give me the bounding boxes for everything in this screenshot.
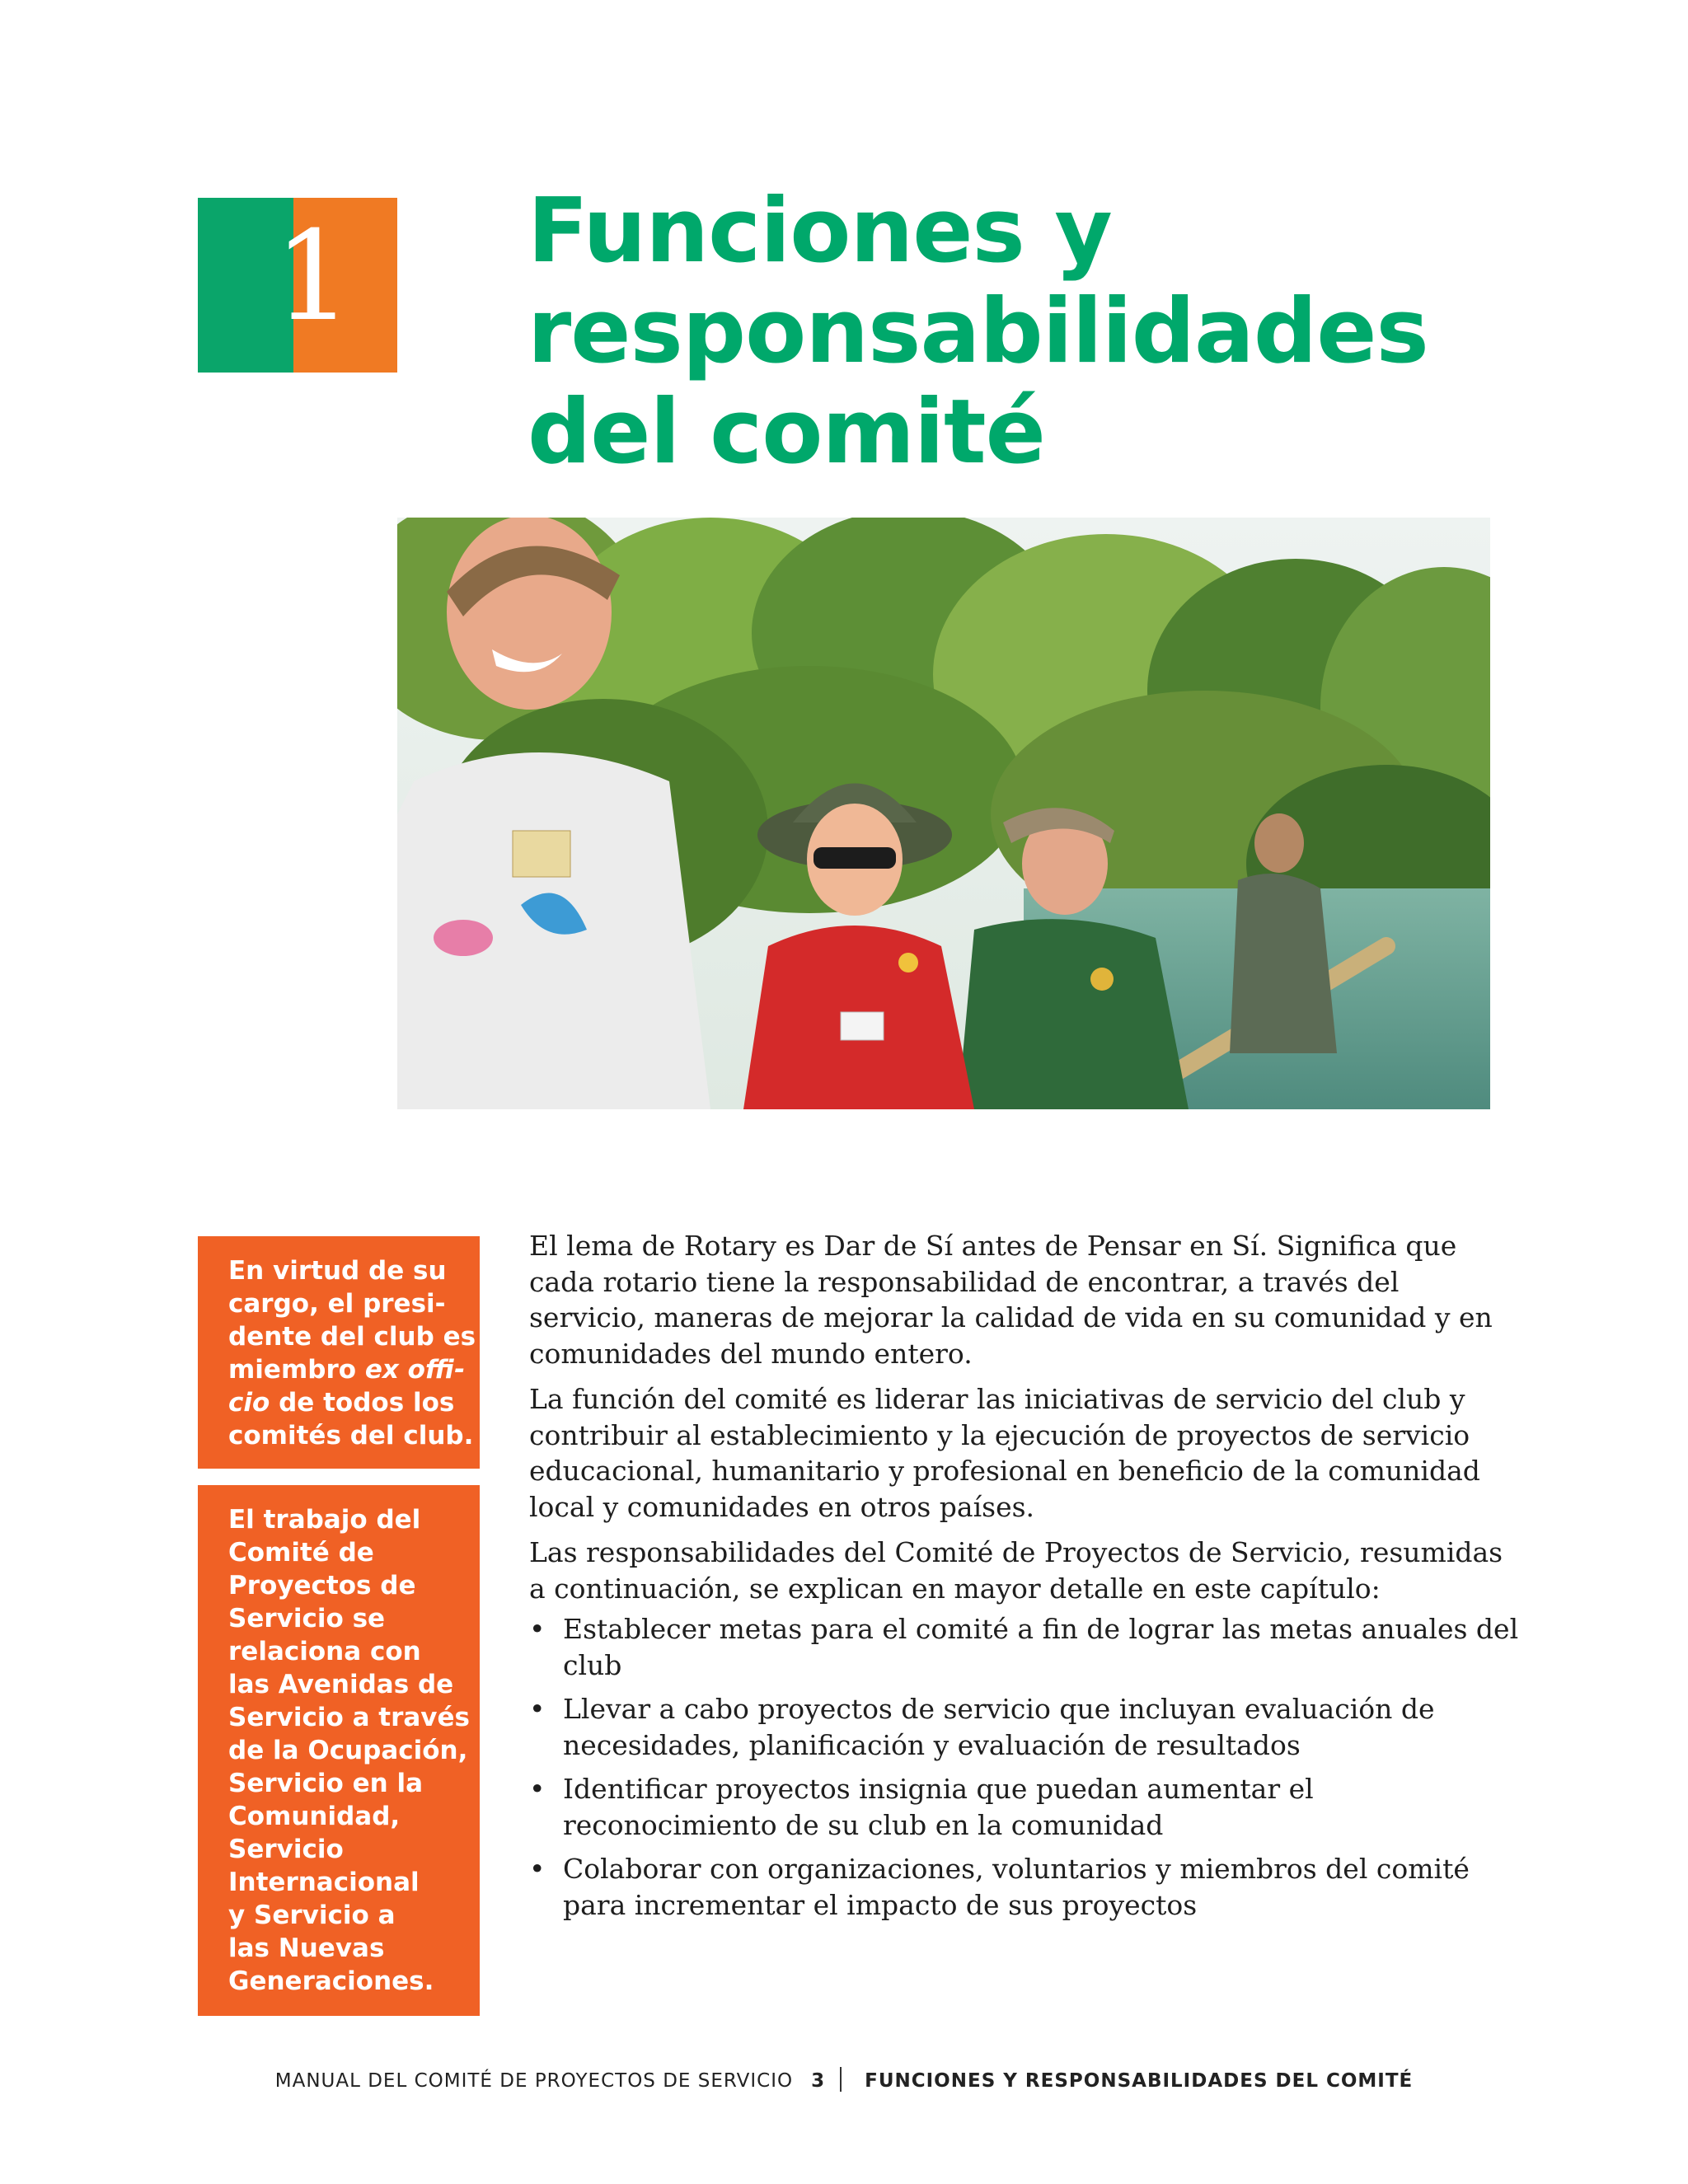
callout-italic-text: cio [228, 1388, 270, 1418]
callout-line [228, 1353, 466, 1386]
callout-line: relaciona con [228, 1637, 421, 1666]
callout-line: cargo, el presi- [228, 1289, 446, 1319]
callout-line: El trabajo del [228, 1505, 421, 1535]
text-line: comunidades del mundo entero. [529, 1337, 973, 1370]
text-line: Llevar a cabo proyectos de servicio que incluyan evaluación de [563, 1693, 1435, 1725]
page-number: 3 [811, 2070, 826, 2092]
callout-president-ex-officio [198, 1236, 480, 1469]
list-item [529, 1771, 1502, 1843]
list-item [529, 1851, 1502, 1923]
responsibilities-list [529, 1611, 1519, 1923]
chapter-title-line: del comité [528, 381, 1045, 484]
callout-line: Servicio en la [228, 1769, 423, 1798]
text-line: La función del comité es liderar las iniciativas de servicio del club y [529, 1383, 1465, 1415]
callout-line [228, 1386, 463, 1419]
text-line: servicio, maneras de mejorar la calidad de vida en su comunidad y en [529, 1301, 1493, 1333]
paragraph-responsibilities-intro [529, 1535, 1502, 1606]
text-line: club [563, 1648, 622, 1681]
bullet-icon: • [529, 1613, 546, 1645]
list-item [529, 1691, 1502, 1763]
callout-line: y Servicio a [228, 1900, 396, 1930]
text-line: cada rotario tiene la responsabilidad de encontrar, a través del [529, 1265, 1400, 1298]
callout-line: las Avenidas de [228, 1670, 454, 1699]
callout-line: las Nuevas [228, 1933, 385, 1963]
person-red-shirt [743, 784, 974, 1110]
chapter-title-line: responsabilidades [528, 280, 1428, 383]
text-line: local y comunidades en otros países. [529, 1490, 1035, 1523]
footer-divider [840, 2067, 842, 2092]
text-line: educacional, humanitario y profesional en beneficio de la comunidad [529, 1455, 1480, 1487]
callout-line: dente del club es [228, 1322, 476, 1352]
text-line: para incrementar el impacto de sus proyectos [563, 1888, 1198, 1921]
chapter-title-line: Funciones y [528, 180, 1112, 283]
volunteers-photo-illustration [397, 518, 1490, 1109]
chapter-number: 1 [274, 205, 353, 349]
footer-manual-title: MANUAL DEL COMITÉ DE PROYECTOS DE SERVICIO [274, 2070, 794, 2092]
callout-text: de todos los [279, 1388, 455, 1418]
callout-line: Comité de [228, 1538, 374, 1568]
text-line: El lema de Rotary es Dar de Sí antes de Pensar en Sí. Significa que [529, 1230, 1457, 1262]
callout-avenues-of-service [198, 1485, 480, 2016]
callout-line: de la Ocupación, [228, 1736, 468, 1765]
callout-line: En virtud de su [228, 1256, 447, 1286]
chapter-number-badge [198, 198, 397, 373]
text-line: reconocimiento de su club en la comunidad [563, 1808, 1164, 1841]
text-line: necesidades, planificación y evaluación de resultados [563, 1728, 1301, 1761]
callout-line: comités del club. [228, 1421, 474, 1451]
bullet-icon: • [529, 1773, 546, 1805]
callout-text: miembro [228, 1355, 357, 1385]
callout-line: Proyectos de [228, 1571, 416, 1601]
text-line: Colaborar con organizaciones, voluntarios y miembros del comité [563, 1853, 1470, 1885]
callout-italic-text: ex offi- [364, 1355, 466, 1385]
callout-line: Servicio [228, 1835, 344, 1864]
page-footer [0, 2067, 1688, 2092]
bullet-icon: • [529, 1853, 546, 1885]
text-line: Las responsabilidades del Comité de Proyectos de Servicio, resumidas [529, 1536, 1503, 1568]
callout-line: Generaciones. [228, 1966, 434, 1996]
text-line: a continuación, se explican en mayor detalle en este capítulo: [529, 1572, 1381, 1605]
list-item [529, 1611, 1519, 1683]
chapter-title [528, 181, 1517, 483]
paragraph-committee-role [529, 1381, 1502, 1525]
callout-line: Servicio a través [228, 1703, 470, 1732]
bullet-icon: • [529, 1693, 546, 1725]
footer-section-title: FUNCIONES Y RESPONSABILIDADES DEL COMITÉ [865, 2070, 1414, 2092]
text-line: Identificar proyectos insignia que puedan aumentar el [563, 1773, 1314, 1805]
callout-line: Servicio se [228, 1604, 386, 1633]
callout-line: Comunidad, [228, 1802, 401, 1831]
paragraph-motto [529, 1228, 1502, 1371]
volunteers-photo [397, 518, 1490, 1109]
callout-line: Internacional [228, 1868, 420, 1897]
body-text [529, 1228, 1519, 1931]
text-line: Establecer metas para el comité a fin de lograr las metas anuales del [563, 1613, 1519, 1645]
text-line: contribuir al establecimiento y la ejecución de proyectos de servicio [529, 1418, 1470, 1451]
